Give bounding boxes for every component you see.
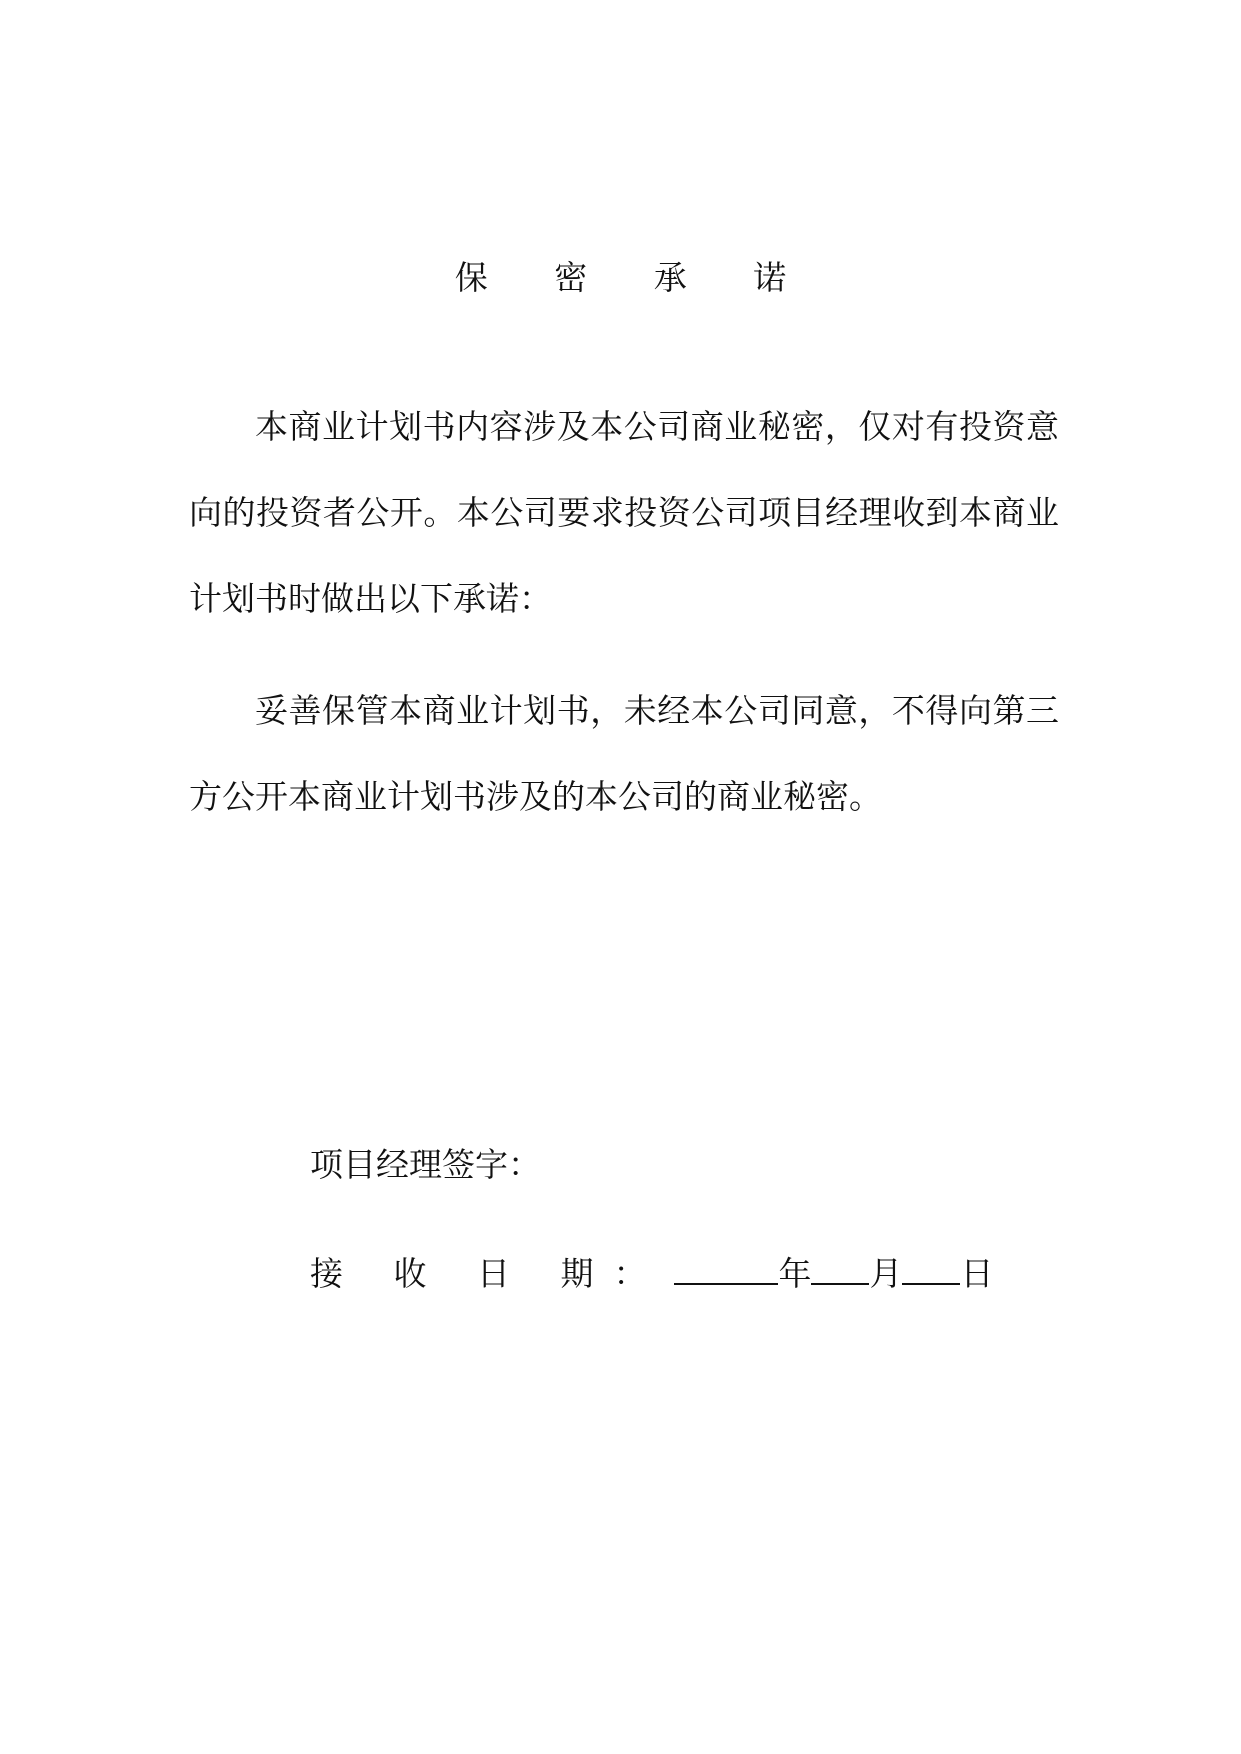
month-blank [811,1253,869,1285]
signature-line [310,1139,541,1191]
paragraph-confidentiality-scope: 本商业计划书内容涉及本公司商业秘密，仅对有投资意向的投资者公开。本公司要求投资公司项目经理收到本商业计划书时做出以下承诺： [189,407,1059,618]
receipt-date-line [310,1248,993,1300]
year-blank [674,1253,778,1285]
paragraph-commitment: 妥善保管本商业计划书，未经本公司同意，不得向第三方公开本商业计划书涉及的本公司的商业秘密。 [189,691,1059,816]
signature-label: 项目经理签字： [310,1145,541,1184]
year-label: 年 [778,1254,812,1293]
day-label: 日 [960,1254,994,1293]
page-title: 保 密 承 诺 [454,258,815,297]
month-label: 月 [869,1254,903,1293]
date-label: 接 收 日 期： [310,1254,667,1293]
day-blank [902,1253,960,1285]
